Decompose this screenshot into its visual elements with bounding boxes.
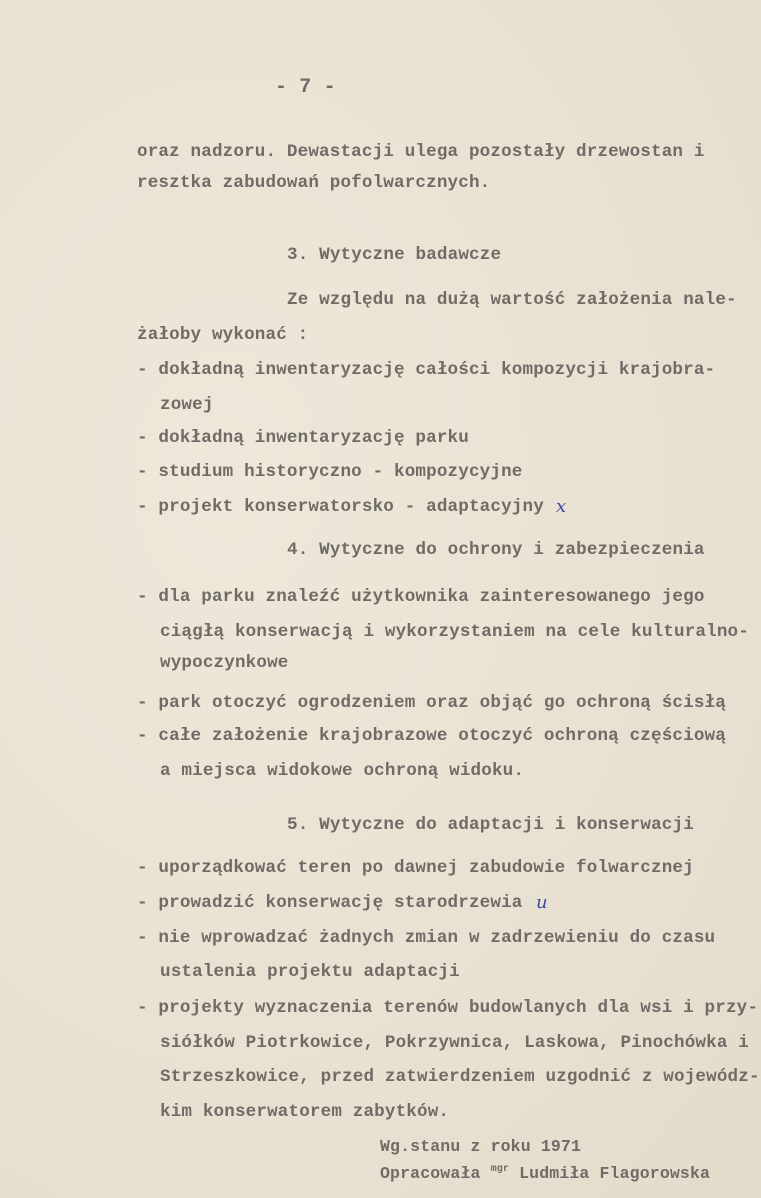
- section-3-lead: żałoby wykonać :: [137, 325, 309, 345]
- list-item: zowej: [160, 395, 214, 415]
- list-item: ustalenia projektu adaptacji: [160, 962, 460, 982]
- list-item: a miejsca widokowe ochroną widoku.: [160, 761, 525, 781]
- author-title: mgr: [490, 1164, 510, 1175]
- list-item: - park otoczyć ogrodzeniem oraz objąć go ochroną ścisłą: [137, 693, 726, 713]
- intro-line: oraz nadzoru. Dewastacji ulega pozostały drzewostan i: [137, 142, 705, 162]
- list-item: - projekt konserwatorsko - adaptacyjny: [137, 497, 544, 517]
- prepared-label: Opracowała: [380, 1164, 481, 1183]
- list-item: - nie wprowadzać żadnych zmian w zadrzewieniu do czasu: [137, 928, 716, 948]
- list-item: siółków Piotrkowice, Pokrzywnica, Laskowa, Pinochówka i: [160, 1033, 749, 1053]
- handwritten-correction: u: [536, 892, 548, 913]
- intro-line: resztka zabudowań pofolwarcznych.: [137, 173, 491, 193]
- section-5-heading: 5. Wytyczne do adaptacji i konserwacji: [287, 815, 694, 835]
- list-item: - całe założenie krajobrazowe otoczyć ochroną częściową: [137, 726, 726, 746]
- list-item: ciągłą konserwacją i wykorzystaniem na cele kulturalno-: [160, 622, 749, 642]
- list-item: - studium historyczno - kompozycyjne: [137, 462, 523, 482]
- author-name: Ludmiła Flagorowska: [519, 1164, 711, 1183]
- list-item: wypoczynkowe: [160, 653, 289, 673]
- list-item: - dokładną inwentaryzację parku: [137, 428, 469, 448]
- page-number: - 7 -: [275, 76, 336, 99]
- list-item: - projekty wyznaczenia terenów budowlanych dla wsi i przy-: [137, 998, 759, 1018]
- author-line: [380, 1164, 710, 1187]
- section-4-heading: 4. Wytyczne do ochrony i zabezpieczenia: [287, 540, 705, 560]
- list-item: - dla parku znaleźć użytkownika zainteresowanego jego: [137, 587, 705, 607]
- list-item: kim konserwatorem zabytków.: [160, 1102, 450, 1122]
- list-item: Strzeszkowice, przed zatwierdzeniem uzgodnić z wojewódz-: [160, 1067, 760, 1087]
- list-item: - dokładną inwentaryzację całości kompozycji krajobra-: [137, 360, 716, 380]
- section-3-heading: 3. Wytyczne badawcze: [287, 245, 502, 265]
- list-item: - uporządkować teren po dawnej zabudowie folwarcznej: [137, 858, 694, 878]
- section-3-lead: Ze względu na dużą wartość założenia nale-: [287, 290, 737, 310]
- list-item: - prowadzić konserwację starodrzewia: [137, 893, 523, 913]
- state-line: Wg.stanu z roku 1971: [380, 1137, 582, 1156]
- handwritten-correction: x: [556, 496, 567, 517]
